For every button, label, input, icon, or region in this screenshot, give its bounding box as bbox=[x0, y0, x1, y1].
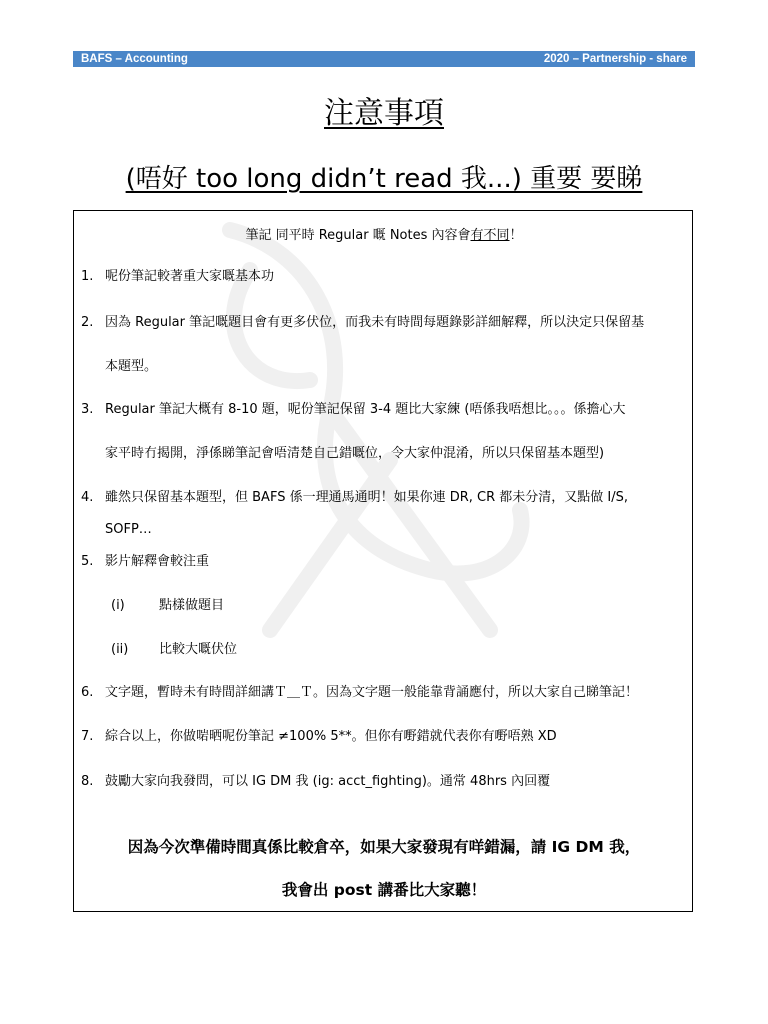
notes-header: 筆記 同平時 Regular 嘅 Notes 內容會有不同！ bbox=[245, 228, 523, 243]
item-2-line-2: 本題型。 bbox=[105, 359, 158, 374]
item-7-line-1: 綜合以上，你做啱晒呢份筆記 ≠100% 5**。但你有嘢錯就代表你有嘢唔熟 XD bbox=[105, 729, 557, 744]
item-6-line-1: 文字題，暫時未有時間詳細講Ｔ＿Ｔ。因為文字題一般能靠背誦應付，所以大家自己睇筆記！ bbox=[105, 685, 639, 700]
item-3-number: 3. bbox=[81, 402, 94, 417]
header-topic: 2020 – Partnership - share bbox=[543, 53, 687, 65]
item-5-line-1: 影片解釋會較注重 bbox=[105, 554, 210, 569]
item-2-number: 2. bbox=[81, 315, 94, 330]
header-subject: BAFS – Accounting bbox=[81, 53, 188, 65]
item-4-line-1: 雖然只保留基本題型，但 BAFS 係一理通馬通明！如果你連 DR, CR 都未分清，又點做 I/S, bbox=[105, 490, 628, 505]
item-4-line-2: SOFP… bbox=[105, 522, 152, 537]
item-5-sub-1-text: 點樣做題目 bbox=[159, 598, 225, 613]
notes-header-emphasis: 有不同 bbox=[470, 228, 510, 243]
page-title: 注意事項 bbox=[324, 96, 444, 131]
item-2-line-1: 因為 Regular 筆記嘅題目會有更多伏位，而我未有時間每題錄影詳細解釋，所以決定只保留基 bbox=[105, 315, 645, 330]
page-subtitle: (唔好 too long didn’t read 我...) 重要 要睇 bbox=[125, 164, 643, 194]
item-5-number: 5. bbox=[81, 554, 94, 569]
header-bar bbox=[73, 51, 695, 67]
item-8-number: 8. bbox=[81, 774, 94, 789]
closing-line-1: 因為今次準備時間真係比較倉卒，如果大家發現有咩錯漏，請 IG DM 我， bbox=[127, 838, 641, 856]
item-7-number: 7. bbox=[81, 729, 94, 744]
item-5-sub-1-number: (i) bbox=[111, 598, 125, 613]
item-8-line-1: 鼓勵大家向我發問，可以 IG DM 我 (ig: acct_fighting)。通常 48hrs 內回覆 bbox=[105, 774, 551, 789]
closing-line-2: 我會出 post 講番比大家聽！ bbox=[281, 881, 487, 899]
item-4-number: 4. bbox=[81, 490, 94, 505]
item-3-line-1: Regular 筆記大概有 8-10 題，呢份筆記保留 3-4 題比大家練 (唔係我唔想比。。。係擔心大 bbox=[105, 402, 626, 417]
item-3-line-2: 家平時冇揭開，淨係睇筆記會唔清楚自己錯嘅位，令大家仲混淆，所以只保留基本題型) bbox=[105, 446, 605, 461]
item-6-number: 6. bbox=[81, 685, 94, 700]
item-5-sub-2-number: (ii) bbox=[111, 642, 129, 657]
item-5-sub-2-text: 比較大嘅伏位 bbox=[159, 642, 238, 657]
item-1-line-1: 呢份筆記較著重大家嘅基本功 bbox=[105, 269, 275, 284]
item-1-number: 1. bbox=[81, 269, 94, 284]
